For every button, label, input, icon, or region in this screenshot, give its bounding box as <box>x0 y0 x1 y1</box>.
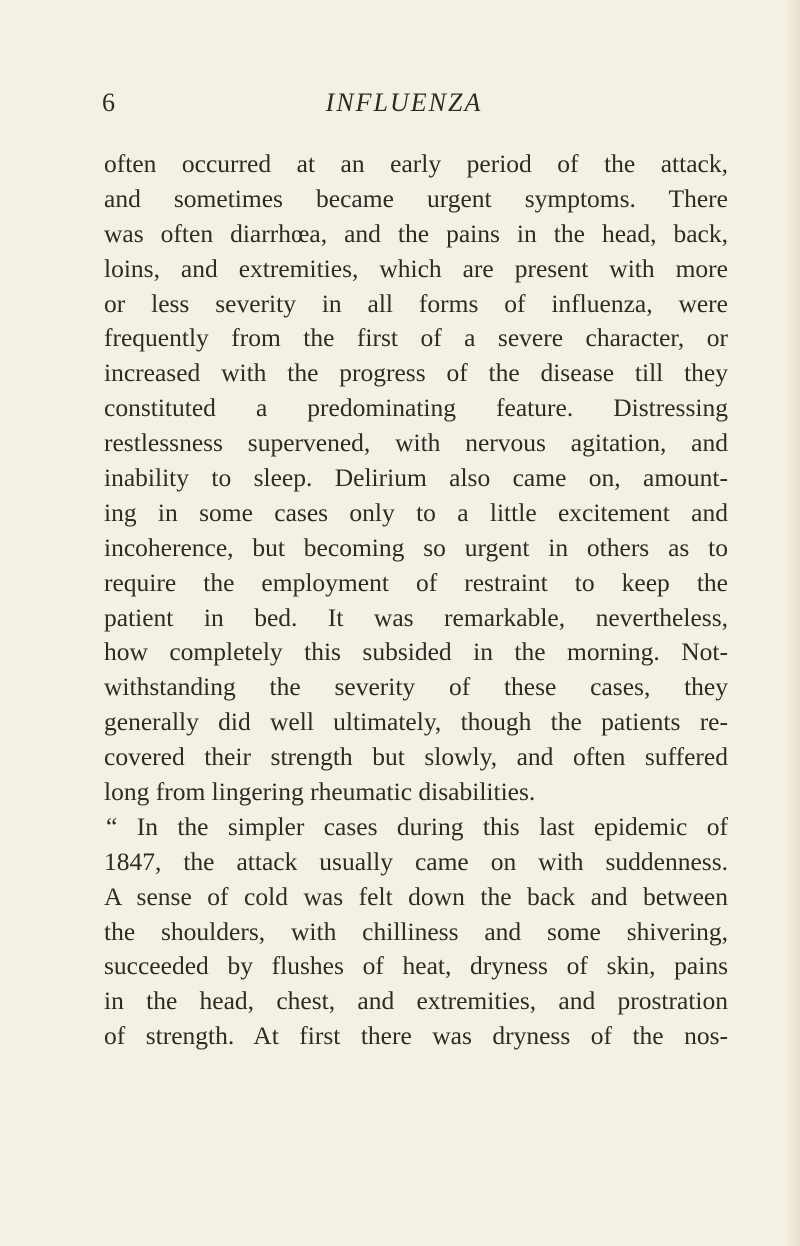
text-line: was often diarrhœa, and the pains in the head, back, <box>104 218 728 248</box>
text-line: restlessness supervened, with nervous agitation, and <box>104 428 728 458</box>
text-line: generally did well ultimately, though the patients re- <box>104 707 728 737</box>
text-line: “ In the simpler cases during this last epidemic of <box>106 811 728 841</box>
text-line: succeeded by flushes of heat, dryness of skin, pains <box>104 951 728 981</box>
text-line: constituted a predominating feature. Distressing <box>104 393 728 423</box>
text-line: patient in bed. It was remarkable, nevertheless, <box>104 602 728 632</box>
text-line: the shoulders, with chilliness and some shivering, <box>104 916 728 946</box>
text-line: long from lingering rheumatic disabilities. <box>104 777 536 807</box>
text-line: loins, and extremities, which are present with more <box>104 253 728 283</box>
text-line: incoherence, but becoming so urgent in others as to <box>104 532 728 562</box>
text-line: of strength. At first there was dryness of the nos- <box>104 1021 728 1051</box>
text-line: covered their strength but slowly, and often suffered <box>104 742 728 772</box>
text-line: increased with the progress of the disease till they <box>104 358 728 388</box>
text-line: ing in some cases only to a little excitement and <box>104 497 728 527</box>
text-line: often occurred at an early period of the attack, <box>104 149 728 178</box>
text-line: and sometimes became urgent symptoms. There <box>104 183 728 213</box>
text-line: frequently from the first of a severe character, or <box>104 323 728 353</box>
text-line: inability to sleep. Delirium also came on, amount- <box>104 463 728 493</box>
text-line: how completely this subsided in the morning. Not- <box>104 637 728 667</box>
running-title: INFLUENZA <box>325 88 483 117</box>
text-line: require the employment of restraint to keep the <box>104 567 728 597</box>
text-line: or less severity in all forms of influenza, were <box>104 288 728 318</box>
page-number: 6 <box>102 88 115 117</box>
text-line: A sense of cold was felt down the back and between <box>104 881 728 911</box>
body-text <box>104 147 728 1054</box>
text-line: withstanding the severity of these cases, they <box>104 672 728 702</box>
running-head <box>100 88 700 124</box>
text-line: 1847, the attack usually came on with suddenness. <box>104 846 728 876</box>
text-line: in the head, chest, and extremities, and prostration <box>104 986 728 1016</box>
